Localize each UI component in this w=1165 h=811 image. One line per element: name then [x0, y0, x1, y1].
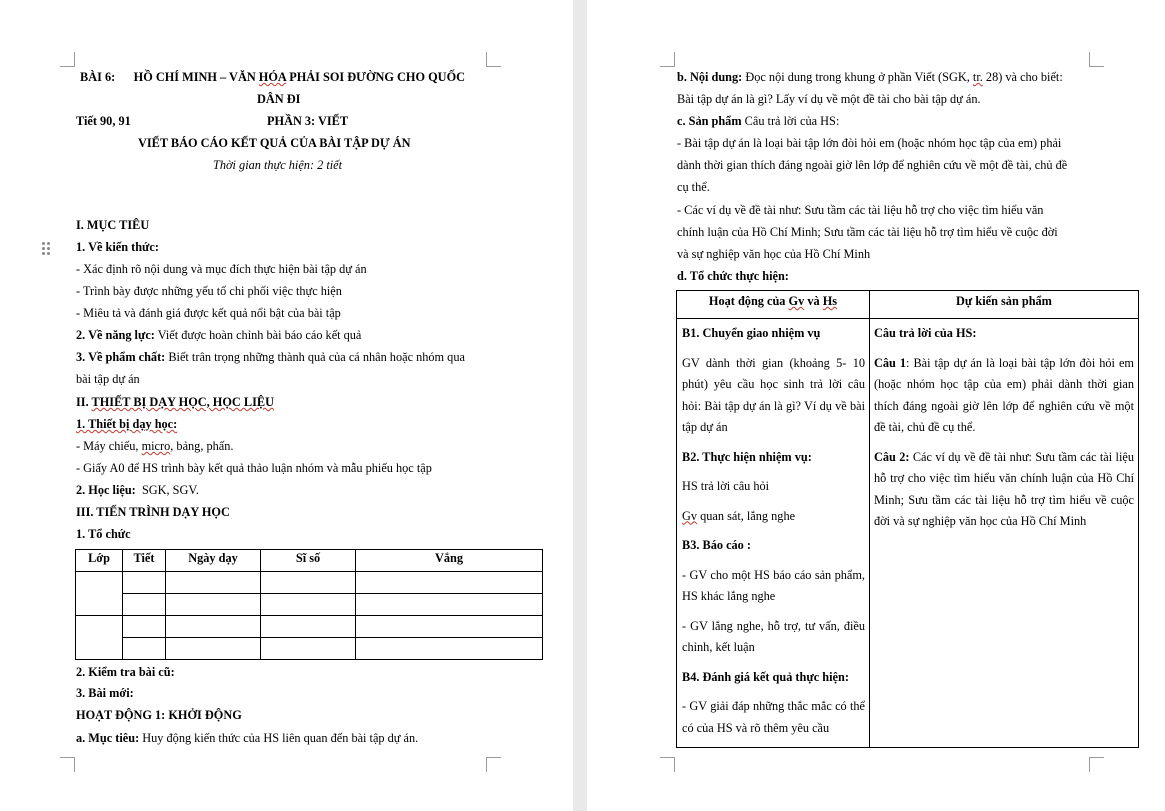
- devices-item: - Giấy A0 để HS trình bày kết quả thảo luận nhóm và mẫu phiếu học tập: [76, 461, 432, 475]
- quality-line: 3. Về phẩm chất: Biết trân trọng những thành quả của cá nhân hoặc nhóm qua: [76, 350, 465, 364]
- table-row: [76, 594, 543, 616]
- table-cell[interactable]: [123, 572, 166, 594]
- example-text: - Các ví dụ về đề tài như: Sưu tầm các tài liệu hỗ trợ cho việc tìm hiểu văn: [677, 203, 1044, 217]
- class-table: [75, 549, 543, 660]
- product-text: dành thời gian thích đáng ngoài giờ lên lớp để nghiên cứu về một đề tài, chủ đề: [677, 158, 1068, 172]
- table-cell[interactable]: [166, 594, 261, 616]
- table-header-row: [76, 550, 543, 572]
- subsection-review: 2. Kiểm tra bài cũ:: [76, 665, 175, 679]
- margin-mark-top-left: [660, 52, 675, 67]
- margin-mark-bottom-left: [660, 757, 675, 772]
- step-text: GV dành thời gian (khoảng 5- 10 phút) yêu cầu học sinh trả lời câu hỏi: Bài tập dự án là gì? Ví dụ về bài tập dự án: [682, 355, 865, 434]
- teacher-student-activities: [677, 319, 870, 748]
- table-cell[interactable]: [123, 638, 166, 660]
- table-cell[interactable]: [356, 616, 543, 638]
- materials-line: 2. Học liệu: SGK, SGV.: [76, 483, 199, 497]
- table-header-cell: Sĩ số: [261, 550, 356, 572]
- table-cell[interactable]: [76, 572, 123, 616]
- activity-table: [676, 290, 1139, 748]
- section-process: III. TIẾN TRÌNH DẠY HỌC: [76, 505, 230, 519]
- margin-mark-top-right: [1089, 52, 1104, 67]
- table-cell[interactable]: [166, 616, 261, 638]
- goal-line: a. Mục tiêu: Huy động kiến thức của HS liên quan đến bài tập dự án.: [76, 731, 419, 745]
- answer-text: Câu 2: Các ví dụ về đề tài như: Sưu tầm các tài liệu hỗ trợ cho việc tìm hiểu văn chính luận của Hồ Chí Minh; Sưu tầm các tài liệu hỗ trợ tìm hiểu về cuộc đời và sự nghiệp văn học của Hồ Chí Minh: [874, 449, 1134, 528]
- table-header-cell: Lớp: [76, 550, 123, 572]
- competence-line: 2. Về năng lực: Viết được hoàn chỉnh bài báo cáo kết quả: [76, 328, 362, 342]
- step-text: - GV lắng nghe, hỗ trợ, tư vấn, điều chỉnh, kết luận: [682, 618, 865, 654]
- activity-heading: HOẠT ĐỘNG 1: KHỞI ĐỘNG: [76, 708, 242, 722]
- table-cell[interactable]: [123, 594, 166, 616]
- step-title: B1. Chuyển giao nhiệm vụ: [682, 326, 821, 340]
- table-header-cell: Dự kiến sản phẩm: [870, 291, 1139, 319]
- margin-mark-bottom-left: [60, 757, 75, 772]
- knowledge-item: - Trình bày được những yếu tố chi phối việc thực hiện: [76, 284, 342, 298]
- devices-item: - Máy chiếu, micro, bảng, phấn.: [76, 439, 234, 453]
- table-cell[interactable]: [76, 616, 123, 660]
- content-line: b. Nội dung: Đọc nội dung trong khung ở phần Viết (SGK, tr. 28) và cho biết:: [677, 70, 1063, 84]
- table-row: [76, 572, 543, 594]
- table-cell[interactable]: [166, 638, 261, 660]
- step-text: HS trả lời câu hỏi: [682, 479, 770, 493]
- table-cell[interactable]: [261, 572, 356, 594]
- step-title: B3. Báo cáo :: [682, 538, 751, 552]
- table-cell[interactable]: [123, 616, 166, 638]
- table-header-cell: Tiết: [123, 550, 166, 572]
- margin-mark-bottom-right: [486, 757, 501, 772]
- table-row: [76, 616, 543, 638]
- table-cell[interactable]: [261, 638, 356, 660]
- content-line-2: Bài tập dự án là gì? Lấy ví dụ về một đề tài cho bài tập dự án.: [677, 92, 981, 106]
- margin-mark-top-right: [486, 52, 501, 67]
- lesson-heading-line2: DÂN ĐI: [257, 92, 301, 106]
- margin-mark-top-left: [60, 52, 75, 67]
- organize-heading: d. Tổ chức thực hiện:: [677, 269, 789, 283]
- knowledge-item: - Xác định rõ nội dung và mục đích thực hiện bài tập dự án: [76, 262, 367, 276]
- step-text: Gv quan sát, lắng nghe: [682, 508, 796, 523]
- table-header-row: [677, 291, 1139, 319]
- lesson-heading: BÀI 6: HỒ CHÍ MINH – VĂN HÓA PHẢI SOI ĐƯỜNG CHO QUỐC: [80, 70, 466, 84]
- step-title: B2. Thực hiện nhiệm vụ:: [682, 449, 812, 464]
- table-row: [677, 319, 1139, 748]
- lesson-title: VIẾT BÁO CÁO KẾT QUẢ CỦA BÀI TẬP DỰ ÁN: [138, 136, 411, 150]
- table-cell[interactable]: [356, 638, 543, 660]
- subsection-new-lesson: 3. Bài mới:: [76, 686, 134, 700]
- part-label: PHẦN 3: VIẾT: [267, 114, 349, 128]
- example-text: và sự nghiệp văn học của Hồ Chí Minh: [677, 247, 871, 261]
- step-text: - GV cho một HS báo cáo sản phẩm, HS khác lắng nghe: [682, 567, 865, 603]
- table-cell[interactable]: [166, 572, 261, 594]
- example-text: chính luận của Hồ Chí Minh; Sưu tầm các tài liệu hỗ trợ tìm hiểu về cuộc đời: [677, 225, 1058, 239]
- table-header-cell: Ngày dạy: [166, 550, 261, 572]
- answer-title: Câu trả lời của HS:: [874, 326, 977, 340]
- duration-text: Thời gian thực hiện: 2 tiết: [213, 158, 343, 172]
- subsection-devices: 1. Thiết bị dạy học:: [76, 417, 178, 431]
- document-page-left: [0, 0, 573, 811]
- table-header-cell: Hoạt động của Gv và Hs: [677, 291, 870, 319]
- product-line: c. Sản phẩm Câu trả lời của HS:: [677, 114, 840, 128]
- quality-line-2: bài tập dự án: [76, 372, 140, 386]
- subsection-knowledge: 1. Về kiến thức:: [76, 240, 159, 254]
- knowledge-item: - Miêu tả và đánh giá được kết quả nổi bật của bài tập: [76, 306, 341, 320]
- step-text: - GV giải đáp những thắc mắc có thể có của HS và rõ thêm yêu cầu: [682, 699, 865, 735]
- table-header-cell: Vắng: [356, 550, 543, 572]
- answer-text: Câu 1: Bài tập dự án là loại bài tập lớn đòi hỏi em (hoặc nhóm học tập của em) phải dành thời gian thích đáng ngoài giờ lên lớp để nghiên cứu về một đề tài, chủ đề cụ thể.: [874, 355, 1134, 434]
- table-row: [76, 638, 543, 660]
- margin-mark-bottom-right: [1089, 757, 1104, 772]
- period-label: Tiết 90, 91: [76, 114, 131, 128]
- product-text: - Bài tập dự án là loại bài tập lớn đòi hỏi em (hoặc nhóm học tập của em) phải: [677, 136, 1062, 150]
- section-objectives: I. MỤC TIÊU: [76, 218, 150, 232]
- product-text: cụ thể.: [677, 180, 710, 194]
- section-equipment: II. THIẾT BỊ DẠY HỌC, HỌC LIỆU: [76, 395, 274, 409]
- expected-products: [870, 319, 1139, 748]
- drag-handle-icon[interactable]: [42, 242, 50, 256]
- subsection-organization: 1. Tổ chức: [76, 527, 131, 541]
- table-cell[interactable]: [356, 594, 543, 616]
- step-title: B4. Đánh giá kết quả thực hiện:: [682, 669, 849, 684]
- table-cell[interactable]: [261, 594, 356, 616]
- table-cell[interactable]: [261, 616, 356, 638]
- table-cell[interactable]: [356, 572, 543, 594]
